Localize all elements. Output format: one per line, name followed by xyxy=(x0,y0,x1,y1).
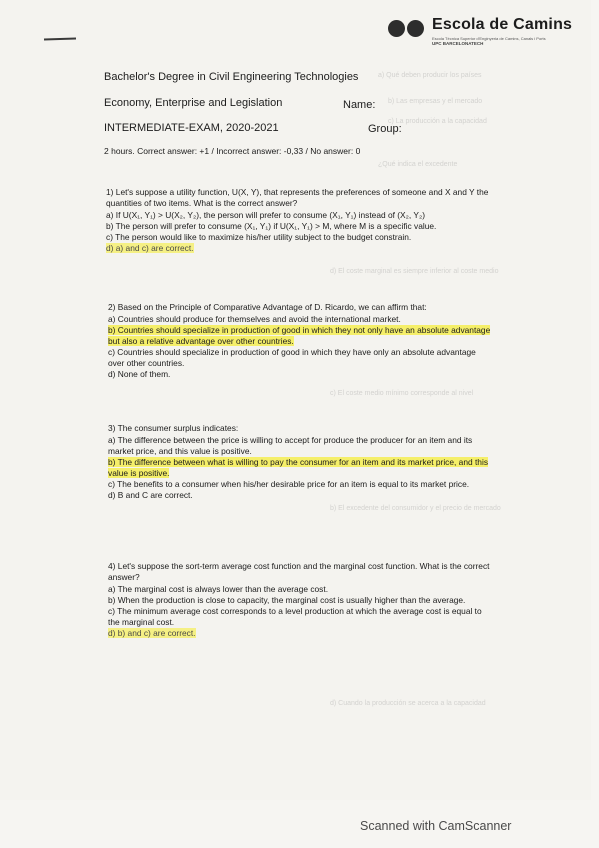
course-title: Economy, Enterprise and Legislation xyxy=(104,97,283,109)
scanned-page: Escola de Camins Escola Tècnica Superior d'Enginyeria de Camins, Canals i Ports UPC BARCELONATECH a) Qué deben producir los países b) Las empresas y el mercado c) La producción a la capacidad ¿Qué indica el excedente d) El coste marginal es siempre inferior al coste medio c) El coste medio mínimo corresponde al nivel b) El excedente del consumidor y el precio de mercado d) Cuando la producción se acerca a la capacidad Bachelor's Degree in Civil Engineering Technologies Economy, Enterprise and Legislation Name: INTERMEDIATE-EXAM, 2020-2021 Group: 2 hours. Correct answer: +1 / Incorrect answer: -0,33 / No answer: 0 1) Let's suppose a utility function, U(X, Y), that represents the preferences of someone and X and Y the quantities of two items. What is the correct answer? a) If U(X₁, Y₁) > U(X₂, Y₂), the person will prefer to consume (X₁, Y₁) instead of (X₂, Y₂) b) The person will prefer to consume (X₁, Y₁) if U(X₁, Y₁) > M, where M is a specific value. c) The person would like to maximize his/her utility subject to the budget constrain. d) a) and c) are correct. 2) Based on the Principle of Comparative Advantage of D. Ricardo, we can affirm that: a) Countries should produce for themselves and avoid the international market. b) Countries should specialize in production of good in which they not only have an absolute advantage but also a relative advantage over other countries. c) Countries should specialize in production of good in which they have only an absolute advantage over other countries. d) None of them. 3) The consumer surplus indicates: a) The difference between the price is willing to accept for produce the producer for an item and its market price, and this value is positive. b) The difference between what is willing to pay the consumer for an item and its market price, and this value is positive. c) The benefits to a consumer when his/her desirable price for an item is equal to its market price. d) B and C are correct. 4) Let's suppose the sort-term average cost function and the marginal cost function. What is the correct answer? a) The marginal cost is always lower than the average cost. b) When the production is close to capacity, the marginal cost is usually higher than the average. c) The minimum average cost corresponds to a level production at which the average cost is equal to the marginal cost. d) b) and c) are correct. xyxy=(0,0,591,800)
option-d: d) B and C are correct. xyxy=(108,490,193,500)
option-c: c) The benefits to a consumer when his/her desirable price for an item is equal to its market price. xyxy=(108,479,470,489)
question-3 xyxy=(108,423,494,501)
question-4 xyxy=(108,561,494,639)
option-b-highlighted: b) The difference between what is willing to pay the consumer for an item and its market price, and this value is positive. xyxy=(108,457,489,478)
option-a: a) The marginal cost is always lower than the average cost. xyxy=(108,584,329,594)
question-1 xyxy=(106,187,496,254)
exam-title: INTERMEDIATE-EXAM, 2020-2021 xyxy=(104,122,279,134)
option-a: a) Countries should produce for themselves and avoid the international market. xyxy=(108,314,401,324)
question-2 xyxy=(108,302,494,380)
option-b: b) The person will prefer to consume (X₁, Y₁) if U(X₁, Y₁) > M, where M is a specific value. xyxy=(106,221,437,231)
option-d-highlighted: d) b) and c) are correct. xyxy=(108,628,196,638)
option-c: c) The minimum average cost corresponds to a level production at which the average cost is equal to the marginal cost. xyxy=(108,606,482,627)
option-b: b) When the production is close to capacity, the marginal cost is usually higher than the average. xyxy=(108,595,466,605)
question-stem: 2) Based on the Principle of Comparative Advantage of D. Ricardo, we can affirm that: xyxy=(108,302,427,312)
option-a: a) If U(X₁, Y₁) > U(X₂, Y₂), the person will prefer to consume (X₁, Y₁) instead of (X₂, Y₂) xyxy=(106,210,426,220)
option-a: a) The difference between the price is willing to accept for produce the producer for an item and its market price, and this value is positive. xyxy=(108,435,473,456)
question-stem: 1) Let's suppose a utility function, U(X, Y), that represents the preferences of someone and X and Y the quantities of two items. What is the correct answer? xyxy=(106,187,489,208)
logo-subtitle: Escola Tècnica Superior d'Enginyeria de Camins, Canals i Ports xyxy=(432,36,546,41)
name-label: Name: xyxy=(343,99,376,111)
option-b-highlighted: b) Countries should specialize in production of good in which they not only have an absolute advantage but also a relative advantage over other countries. xyxy=(108,325,491,346)
option-c: c) The person would like to maximize his/her utility subject to the budget constrain. xyxy=(106,232,412,242)
option-c: c) Countries should specialize in production of good in which they have only an absolute advantage over other countries. xyxy=(108,347,476,368)
question-stem: 3) The consumer surplus indicates: xyxy=(108,423,239,433)
grading-instructions: 2 hours. Correct answer: +1 / Incorrect answer: -0,33 / No answer: 0 xyxy=(104,146,361,156)
pen-mark xyxy=(44,37,76,40)
logo-title: Escola de Camins xyxy=(432,16,573,33)
option-d-highlighted: d) a) and c) are correct. xyxy=(106,243,194,253)
logo-institution: UPC BARCELONATECH xyxy=(432,41,484,46)
school-logo xyxy=(388,12,573,48)
group-label: Group: xyxy=(368,123,402,135)
scanner-watermark: Scanned with CamScanner xyxy=(360,819,512,833)
degree-title: Bachelor's Degree in Civil Engineering Technologies xyxy=(104,71,359,83)
option-d: d) None of them. xyxy=(108,369,171,379)
question-stem: 4) Let's suppose the sort-term average cost function and the marginal cost function. What is the correct answer? xyxy=(108,561,490,582)
logo-mark-icon xyxy=(388,20,428,40)
